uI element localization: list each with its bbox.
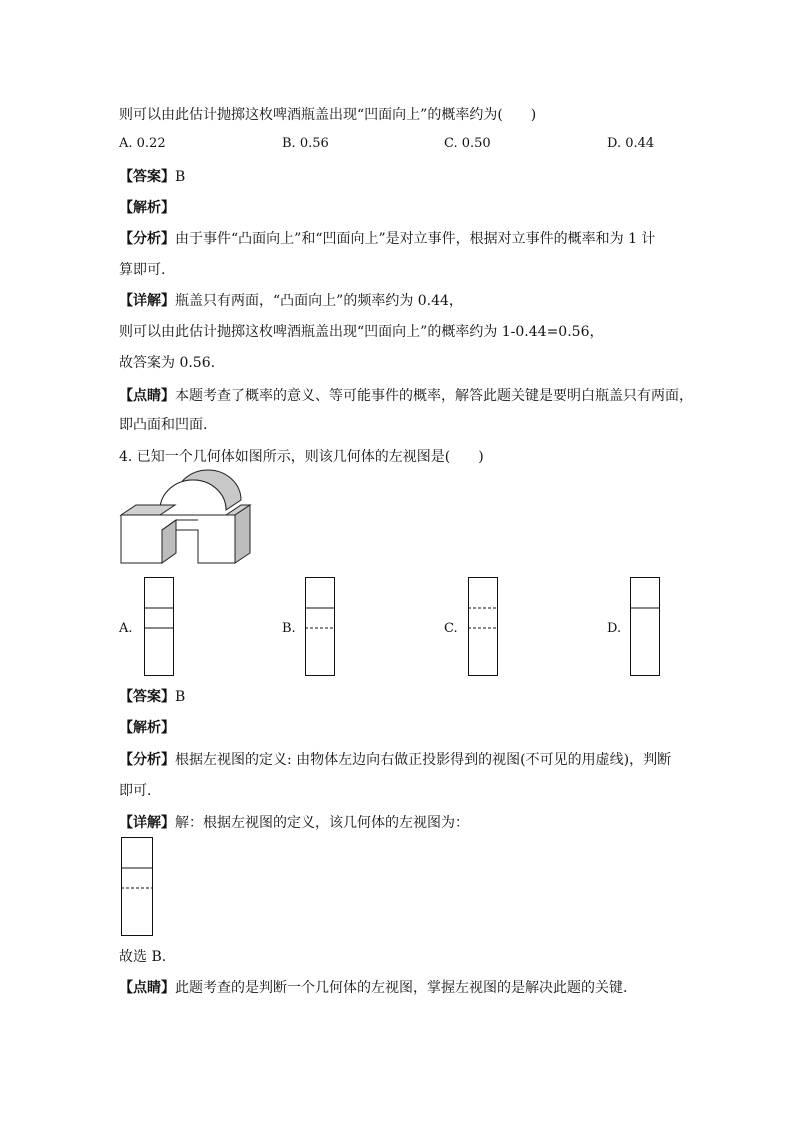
dianjing-tag: 【点睛】 xyxy=(119,980,175,996)
q4-option-b-label[interactable]: B. xyxy=(282,621,296,636)
q4-xiangjie-line1 xyxy=(119,812,469,832)
q4-answer-line xyxy=(119,686,185,706)
q3-option-b[interactable]: B. 0.56 xyxy=(282,136,329,151)
fenxi-tag: 【分析】 xyxy=(119,752,175,768)
q4-option-c-label[interactable]: C. xyxy=(444,621,458,636)
q4-option-a-label[interactable]: A. xyxy=(119,621,133,636)
q4-jiexi-tag: 【解析】 xyxy=(119,720,175,736)
q4-stem: 4. 已知一个几何体如图所示，则该几何体的左视图是( ) xyxy=(119,449,484,465)
dianjing-text: 此题考查的是判断一个几何体的左视图，掌握左视图的是解决此题的关键. xyxy=(175,980,628,996)
fenxi-text: 根据左视图的定义: 由物体左边向右做正投影得到的视图(不可见的用虚线)，判断 xyxy=(175,752,672,768)
answer-value: B xyxy=(175,689,186,705)
q3-jiexi-tag: 【解析】 xyxy=(119,200,175,216)
q4-fenxi-line2: 即可. xyxy=(119,783,152,799)
q4-option-d-label[interactable]: D. xyxy=(607,621,622,636)
q3-option-a[interactable]: A. 0.22 xyxy=(119,136,166,151)
xiangjie-text: 解：根据左视图的定义，该几何体的左视图为： xyxy=(175,815,469,831)
q3-fenxi-line1 xyxy=(119,228,655,248)
answer-tag: 【答案】 xyxy=(119,169,175,185)
xiangjie-text: 瓶盖只有两面，“凸面向上”的频率约为 0.44， xyxy=(175,293,463,309)
dianjing-tag: 【点睛】 xyxy=(119,388,175,404)
q4-option-b-view[interactable] xyxy=(305,577,335,677)
q3-xiangjie-line1 xyxy=(119,290,463,310)
answer-tag: 【答案】 xyxy=(119,689,175,705)
q4-option-d-view[interactable] xyxy=(630,577,660,677)
q3-dianjing-line2: 即凸面和凹面. xyxy=(119,417,208,433)
q3-dianjing-line1 xyxy=(119,385,693,405)
q3-xiangjie-line3: 故答案为 0.56. xyxy=(119,355,216,371)
q4-fenxi-line1 xyxy=(119,749,671,769)
fenxi-tag: 【分析】 xyxy=(119,231,175,247)
q4-solid-figure xyxy=(118,474,258,570)
xiangjie-tag: 【详解】 xyxy=(119,815,175,831)
fenxi-text: 由于事件“凸面向上”和“凹面向上”是对立事件，根据对立事件的概率和为 1 计 xyxy=(175,231,656,247)
q4-solution-view xyxy=(121,837,153,937)
dianjing-text: 本题考查了概率的意义、等可能事件的概率，解答此题关键是要明白瓶盖只有两面， xyxy=(175,388,693,404)
q3-answer-line xyxy=(119,166,185,186)
q4-dianjing-line1 xyxy=(119,977,627,997)
q3-option-d[interactable]: D. 0.44 xyxy=(607,136,655,151)
q3-fenxi-line2: 算即可. xyxy=(119,262,166,278)
q3-xiangjie-line2: 则可以由此估计抛掷这枚啤酒瓶盖出现“凹面向上”的概率约为 1-0.44=0.56， xyxy=(119,324,604,340)
answer-value: B xyxy=(175,169,186,185)
q3-stem: 则可以由此估计抛掷这枚啤酒瓶盖出现“凹面向上”的概率约为( ) xyxy=(119,107,537,123)
q4-xiangjie-line2: 故选 B. xyxy=(119,949,167,965)
q3-option-c[interactable]: C. 0.50 xyxy=(444,136,491,151)
q4-option-c-view[interactable] xyxy=(468,577,498,677)
q4-option-a-view[interactable] xyxy=(144,577,174,677)
xiangjie-tag: 【详解】 xyxy=(119,293,175,309)
